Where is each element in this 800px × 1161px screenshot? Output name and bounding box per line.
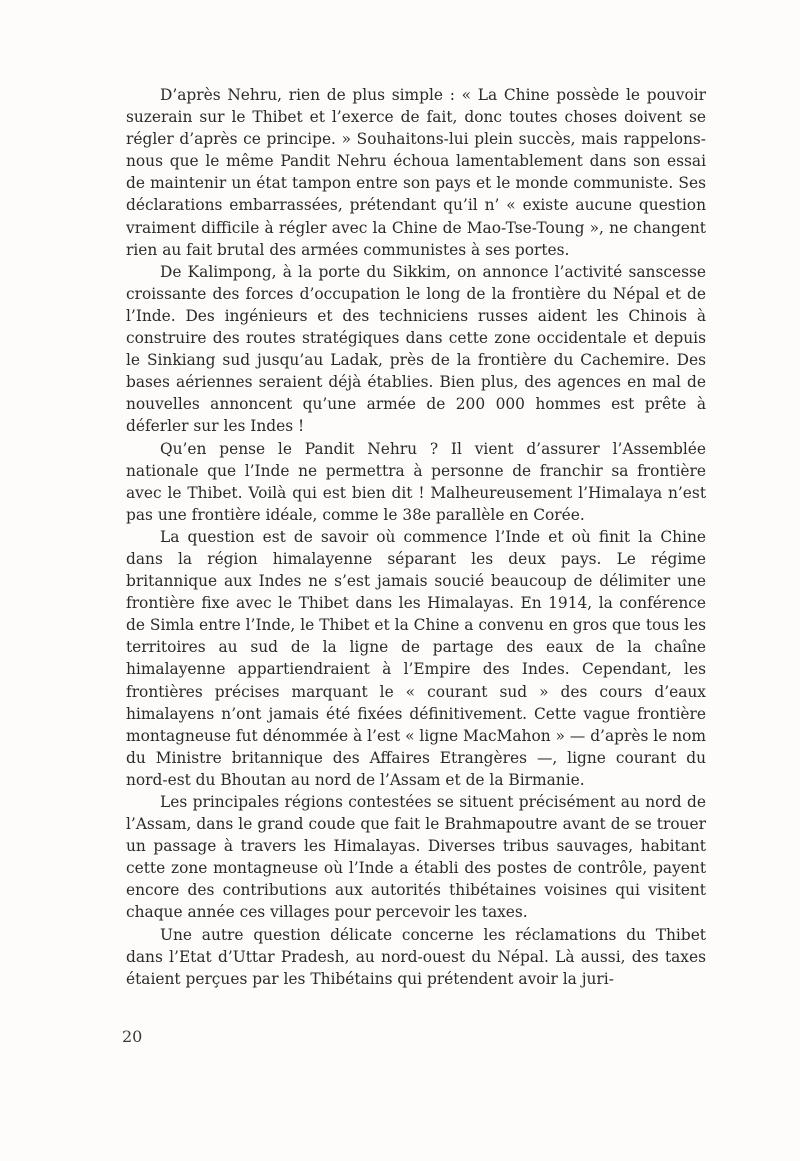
- paragraph-6: Une autre question délicate concerne les réclamations du Thibet dans l’Etat d’Uttar Pradesh, au nord-ouest du Népal. Là aussi, des taxes étaient perçues par les Thibétains qui prétendent avoir la juri-: [126, 925, 706, 988]
- paragraph-1: D’après Nehru, rien de plus simple : « La Chine possède le pouvoir suzerain sur le Thibet et l’exerce de fait, donc toutes choses doivent se régler d’après ce principe. » Souhaitons-lui plein succès, mais rappelons-nous que le même Pandit Nehru échoua lamentablement dans son essai de maintenir un état tampon entre son pays et le monde communiste. Ses déclarations embarrassées, prétendant qu’il n’ « existe aucune question vraiment difficile à régler avec la Chine de Mao-Tse-Toung », ne changent rien au fait brutal des armées communistes à ses portes.: [126, 86, 706, 259]
- page-number: 20: [122, 1027, 143, 1046]
- paragraph-3: Qu’en pense le Pandit Nehru ? Il vient d’assurer l’Assemblée nationale que l’Inde ne permettra à personne de franchir sa frontière avec le Thibet. Voilà qui est bien dit ! Malheureusement l’Himalaya n’est pas une frontière idéale, comme le 38e parallèle en Corée.: [126, 439, 706, 524]
- paragraph-4: La question est de savoir où commence l’Inde et où finit la Chine dans la région himalayenne séparant les deux pays. Le régime britannique aux Indes ne s’est jamais soucié beaucoup de délimiter une frontière fixe avec le Thibet dans les Himalayas. En 1914, la conférence de Simla entre l’Inde, le Thibet et la Chine a convenu en gros que tous les territoires au sud de la ligne de partage des eaux de la chaîne himalayenne appartiendraient à l’Empire des Indes. Cependant, les frontières précises marquant le « courant sud » des cours d’eaux himalayens n’ont jamais été fixées définitivement. Cette vague frontière montagneuse fut dénommée à l’est « ligne MacMahon » — d’après le nom du Ministre britannique des Affaires Etrangères —, ligne courant du nord-est du Bhoutan au nord de l’Assam et de la Birmanie.: [126, 527, 706, 789]
- paragraph-2: De Kalimpong, à la porte du Sikkim, on annonce l’activité sanscesse croissante des forces d’occupation le long de la frontière du Népal et de l’Inde. Des ingénieurs et des techniciens russes aident les Chinois à construire des routes stratégiques dans cette zone occidentale et depuis le Sinkiang sud jusqu’au Ladak, près de la frontière du Cachemire. Des bases aériennes seraient déjà établies. Bien plus, des agences en mal de nouvelles annoncent qu’une armée de 200 000 hommes est prête à déferler sur les Indes !: [126, 262, 706, 436]
- body-text: [126, 84, 706, 990]
- paragraph-5: Les principales régions contestées se situent précisément au nord de l’Assam, dans le grand coude que fait le Brahmapoutre avant de se trouer un passage à travers les Himalayas. Diverses tribus sauvages, habitant cette zone montagneuse où l’Inde a établi des postes de contrôle, payent encore des contributions aux autorités thibétaines voisines qui visitent chaque année ces villages pour percevoir les taxes.: [126, 793, 706, 922]
